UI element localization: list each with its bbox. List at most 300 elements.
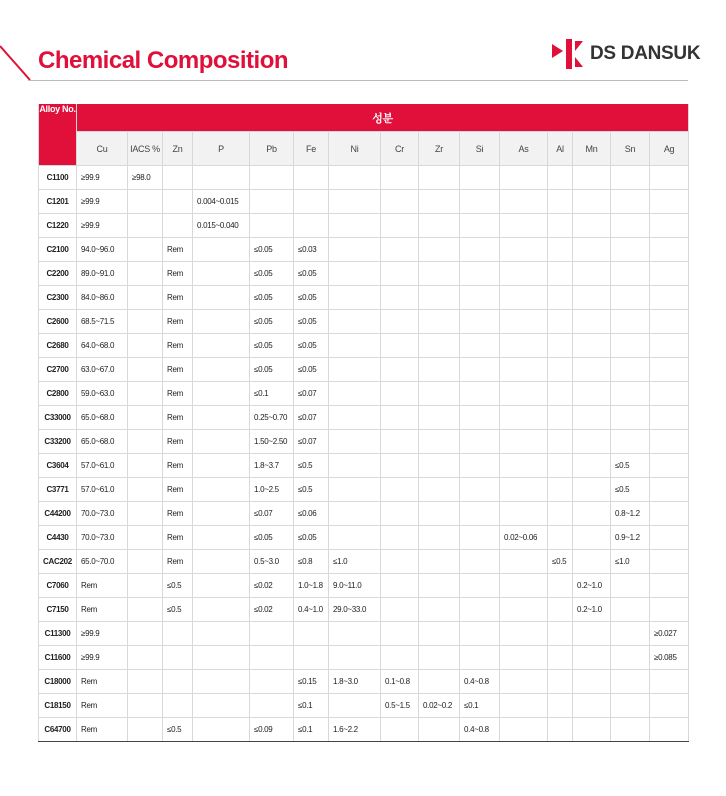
- header-divider: [28, 80, 688, 81]
- value-cell: ≤0.07: [294, 382, 329, 406]
- value-cell: [548, 286, 573, 310]
- value-cell: [294, 646, 329, 670]
- value-cell: [573, 262, 611, 286]
- alloy-cell: C33000: [39, 406, 77, 430]
- value-cell: [128, 238, 163, 262]
- value-cell: [128, 478, 163, 502]
- value-cell: [128, 190, 163, 214]
- value-cell: Rem: [163, 550, 193, 574]
- value-cell: [193, 310, 250, 334]
- table-row: [39, 430, 689, 454]
- value-cell: [573, 358, 611, 382]
- value-cell: ≤0.05: [294, 286, 329, 310]
- value-cell: [650, 406, 689, 430]
- value-cell: [193, 526, 250, 550]
- value-cell: [419, 382, 460, 406]
- value-cell: [381, 166, 419, 190]
- value-cell: [419, 190, 460, 214]
- value-cell: ≤0.1: [250, 382, 294, 406]
- value-cell: 70.0~73.0: [77, 502, 128, 526]
- table-row: [39, 166, 689, 190]
- value-cell: [573, 430, 611, 454]
- alloy-cell: C2200: [39, 262, 77, 286]
- value-cell: [419, 358, 460, 382]
- value-cell: [500, 190, 548, 214]
- value-cell: [128, 598, 163, 622]
- value-cell: Rem: [77, 598, 128, 622]
- value-cell: Rem: [163, 382, 193, 406]
- value-cell: 65.0~68.0: [77, 430, 128, 454]
- value-cell: [250, 166, 294, 190]
- alloy-cell: C3604: [39, 454, 77, 478]
- value-cell: [329, 334, 381, 358]
- value-cell: 94.0~96.0: [77, 238, 128, 262]
- value-cell: 63.0~67.0: [77, 358, 128, 382]
- value-cell: [460, 574, 500, 598]
- value-cell: [128, 406, 163, 430]
- value-cell: 84.0~86.0: [77, 286, 128, 310]
- value-cell: ≤0.02: [250, 598, 294, 622]
- value-cell: [128, 334, 163, 358]
- value-cell: [128, 214, 163, 238]
- value-cell: [548, 310, 573, 334]
- alloy-cell: C1100: [39, 166, 77, 190]
- value-cell: [548, 454, 573, 478]
- value-cell: ≤0.05: [294, 262, 329, 286]
- value-cell: [500, 718, 548, 742]
- value-cell: [548, 718, 573, 742]
- value-cell: [500, 334, 548, 358]
- value-cell: [381, 406, 419, 430]
- value-cell: 0.5~1.5: [381, 694, 419, 718]
- value-cell: [650, 454, 689, 478]
- value-cell: ≤0.1: [460, 694, 500, 718]
- value-cell: 0.5~3.0: [250, 550, 294, 574]
- value-cell: [193, 622, 250, 646]
- table-row: [39, 718, 689, 742]
- value-cell: [611, 646, 650, 670]
- value-cell: [419, 598, 460, 622]
- value-cell: ≤0.06: [294, 502, 329, 526]
- value-cell: 1.8~3.0: [329, 670, 381, 694]
- value-cell: [193, 166, 250, 190]
- value-cell: ≤0.07: [250, 502, 294, 526]
- alloy-cell: C18000: [39, 670, 77, 694]
- alloy-cell: C64700: [39, 718, 77, 742]
- value-cell: ≤0.05: [250, 238, 294, 262]
- value-cell: ≤1.0: [611, 550, 650, 574]
- value-cell: [193, 454, 250, 478]
- value-cell: [548, 622, 573, 646]
- value-cell: Rem: [163, 526, 193, 550]
- value-cell: Rem: [163, 262, 193, 286]
- value-cell: [193, 718, 250, 742]
- value-cell: Rem: [163, 334, 193, 358]
- value-cell: [650, 598, 689, 622]
- value-cell: [419, 646, 460, 670]
- value-cell: ≤0.1: [294, 718, 329, 742]
- column-header: As: [500, 132, 548, 166]
- value-cell: [611, 334, 650, 358]
- value-cell: [611, 358, 650, 382]
- value-cell: 1.6~2.2: [329, 718, 381, 742]
- value-cell: [460, 334, 500, 358]
- value-cell: [460, 550, 500, 574]
- value-cell: [419, 670, 460, 694]
- value-cell: [128, 382, 163, 406]
- value-cell: [650, 502, 689, 526]
- alloy-cell: C11600: [39, 646, 77, 670]
- value-cell: [573, 214, 611, 238]
- brand-logo: [550, 38, 700, 70]
- value-cell: [381, 502, 419, 526]
- value-cell: [128, 526, 163, 550]
- value-cell: [294, 622, 329, 646]
- value-cell: Rem: [163, 310, 193, 334]
- value-cell: [193, 238, 250, 262]
- value-cell: [460, 286, 500, 310]
- value-cell: [163, 670, 193, 694]
- alloy-cell: C2600: [39, 310, 77, 334]
- table-row: [39, 286, 689, 310]
- value-cell: [548, 214, 573, 238]
- value-cell: [419, 262, 460, 286]
- value-cell: ≤0.8: [294, 550, 329, 574]
- value-cell: [419, 214, 460, 238]
- value-cell: [611, 286, 650, 310]
- value-cell: [460, 406, 500, 430]
- value-cell: [500, 694, 548, 718]
- table-row: [39, 310, 689, 334]
- value-cell: [329, 166, 381, 190]
- value-cell: [548, 670, 573, 694]
- value-cell: 29.0~33.0: [329, 598, 381, 622]
- value-cell: [650, 430, 689, 454]
- value-cell: [460, 622, 500, 646]
- table-row: [39, 574, 689, 598]
- value-cell: [500, 166, 548, 190]
- value-cell: [611, 310, 650, 334]
- value-cell: [573, 334, 611, 358]
- value-cell: [193, 550, 250, 574]
- value-cell: [193, 598, 250, 622]
- value-cell: [419, 526, 460, 550]
- value-cell: [611, 670, 650, 694]
- value-cell: [548, 358, 573, 382]
- value-cell: ≤0.03: [294, 238, 329, 262]
- value-cell: [650, 166, 689, 190]
- value-cell: [548, 646, 573, 670]
- alloy-cell: C11300: [39, 622, 77, 646]
- value-cell: [500, 646, 548, 670]
- value-cell: [193, 262, 250, 286]
- value-cell: [548, 262, 573, 286]
- value-cell: [128, 646, 163, 670]
- value-cell: ≤0.5: [611, 478, 650, 502]
- value-cell: ≤0.5: [163, 574, 193, 598]
- value-cell: [419, 718, 460, 742]
- alloy-cell: C33200: [39, 430, 77, 454]
- column-header: Ag: [650, 132, 689, 166]
- alloy-cell: CAC202: [39, 550, 77, 574]
- value-cell: [573, 550, 611, 574]
- column-header: Zn: [163, 132, 193, 166]
- value-cell: [250, 646, 294, 670]
- column-header: Si: [460, 132, 500, 166]
- value-cell: [381, 622, 419, 646]
- value-cell: [163, 190, 193, 214]
- value-cell: [460, 262, 500, 286]
- value-cell: [250, 670, 294, 694]
- alloy-header: Alloy No.: [39, 104, 77, 166]
- value-cell: [419, 310, 460, 334]
- value-cell: ≥99.9: [77, 190, 128, 214]
- value-cell: [193, 382, 250, 406]
- value-cell: [573, 694, 611, 718]
- value-cell: [193, 334, 250, 358]
- value-cell: [500, 622, 548, 646]
- value-cell: [650, 262, 689, 286]
- table-row: [39, 526, 689, 550]
- value-cell: [573, 454, 611, 478]
- table-row: [39, 694, 689, 718]
- value-cell: [573, 238, 611, 262]
- value-cell: [500, 262, 548, 286]
- value-cell: [381, 358, 419, 382]
- value-cell: [460, 190, 500, 214]
- value-cell: [294, 190, 329, 214]
- column-header: Pb: [250, 132, 294, 166]
- brand-name: DS DANSUK: [590, 43, 701, 64]
- value-cell: [128, 694, 163, 718]
- value-cell: [573, 190, 611, 214]
- corner-slash-decoration: [0, 0, 40, 84]
- value-cell: [460, 358, 500, 382]
- value-cell: [329, 502, 381, 526]
- value-cell: [381, 478, 419, 502]
- alloy-cell: C3771: [39, 478, 77, 502]
- value-cell: [548, 334, 573, 358]
- value-cell: [650, 550, 689, 574]
- value-cell: [128, 670, 163, 694]
- value-cell: [611, 406, 650, 430]
- value-cell: [500, 454, 548, 478]
- value-cell: [611, 214, 650, 238]
- value-cell: ≤0.07: [294, 430, 329, 454]
- value-cell: [419, 550, 460, 574]
- value-cell: ≤0.02: [250, 574, 294, 598]
- value-cell: [381, 190, 419, 214]
- value-cell: [548, 598, 573, 622]
- alloy-cell: C1201: [39, 190, 77, 214]
- value-cell: [460, 382, 500, 406]
- alloy-cell: C2300: [39, 286, 77, 310]
- column-header: Cu: [77, 132, 128, 166]
- value-cell: Rem: [163, 454, 193, 478]
- table-row: [39, 478, 689, 502]
- value-cell: [500, 214, 548, 238]
- table-row: [39, 670, 689, 694]
- value-cell: [611, 382, 650, 406]
- value-cell: [163, 622, 193, 646]
- value-cell: ≤0.05: [250, 334, 294, 358]
- value-cell: [650, 718, 689, 742]
- ds-dansuk-logo-icon: [550, 38, 584, 70]
- table-row: [39, 334, 689, 358]
- value-cell: [419, 334, 460, 358]
- alloy-cell: C4430: [39, 526, 77, 550]
- value-cell: [611, 694, 650, 718]
- value-cell: ≤0.5: [163, 598, 193, 622]
- value-cell: ≤0.5: [163, 718, 193, 742]
- value-cell: [573, 670, 611, 694]
- value-cell: 0.1~0.8: [381, 670, 419, 694]
- value-cell: [128, 262, 163, 286]
- value-cell: [500, 238, 548, 262]
- value-cell: [193, 502, 250, 526]
- alloy-cell: C7150: [39, 598, 77, 622]
- value-cell: 70.0~73.0: [77, 526, 128, 550]
- column-header: Al: [548, 132, 573, 166]
- value-cell: 0.4~0.8: [460, 670, 500, 694]
- value-cell: [460, 478, 500, 502]
- value-cell: [573, 622, 611, 646]
- value-cell: [329, 406, 381, 430]
- value-cell: ≥99.9: [77, 214, 128, 238]
- table-row: [39, 262, 689, 286]
- value-cell: [460, 646, 500, 670]
- value-cell: [650, 214, 689, 238]
- value-cell: [500, 310, 548, 334]
- value-cell: 0.2~1.0: [573, 598, 611, 622]
- value-cell: 57.0~61.0: [77, 478, 128, 502]
- alloy-cell: C2680: [39, 334, 77, 358]
- value-cell: [381, 718, 419, 742]
- value-cell: 0.4~1.0: [294, 598, 329, 622]
- value-cell: [460, 310, 500, 334]
- column-header: P: [193, 132, 250, 166]
- value-cell: ≥98.0: [128, 166, 163, 190]
- value-cell: 1.8~3.7: [250, 454, 294, 478]
- alloy-cell: C2700: [39, 358, 77, 382]
- value-cell: [294, 166, 329, 190]
- alloy-cell: C2100: [39, 238, 77, 262]
- value-cell: [500, 382, 548, 406]
- value-cell: [381, 382, 419, 406]
- alloy-cell: C18150: [39, 694, 77, 718]
- value-cell: ≥99.9: [77, 646, 128, 670]
- value-cell: ≤0.05: [294, 358, 329, 382]
- value-cell: [573, 406, 611, 430]
- table-row: [39, 622, 689, 646]
- value-cell: [419, 406, 460, 430]
- value-cell: Rem: [77, 670, 128, 694]
- value-cell: 68.5~71.5: [77, 310, 128, 334]
- value-cell: 0.004~0.015: [193, 190, 250, 214]
- value-cell: [329, 526, 381, 550]
- value-cell: [548, 238, 573, 262]
- value-cell: [250, 190, 294, 214]
- value-cell: [650, 694, 689, 718]
- value-cell: [548, 478, 573, 502]
- value-cell: [128, 358, 163, 382]
- value-cell: [500, 478, 548, 502]
- value-cell: [381, 238, 419, 262]
- value-cell: [500, 598, 548, 622]
- value-cell: [650, 670, 689, 694]
- value-cell: [548, 382, 573, 406]
- column-header: Sn: [611, 132, 650, 166]
- value-cell: [650, 238, 689, 262]
- value-cell: [419, 478, 460, 502]
- value-cell: [381, 574, 419, 598]
- value-cell: [500, 286, 548, 310]
- value-cell: [329, 214, 381, 238]
- alloy-cell: C2800: [39, 382, 77, 406]
- value-cell: [650, 358, 689, 382]
- value-cell: [500, 406, 548, 430]
- value-cell: 65.0~70.0: [77, 550, 128, 574]
- value-cell: ≤0.05: [250, 262, 294, 286]
- value-cell: [611, 190, 650, 214]
- value-cell: Rem: [163, 238, 193, 262]
- alloy-cell: C7060: [39, 574, 77, 598]
- value-cell: 0.02~0.2: [419, 694, 460, 718]
- value-cell: [381, 550, 419, 574]
- value-cell: [460, 502, 500, 526]
- value-cell: [329, 382, 381, 406]
- column-header: Zr: [419, 132, 460, 166]
- value-cell: [460, 238, 500, 262]
- value-cell: ≤0.05: [294, 526, 329, 550]
- value-cell: ≥99.9: [77, 622, 128, 646]
- value-cell: ≤0.15: [294, 670, 329, 694]
- table-row: [39, 382, 689, 406]
- value-cell: [548, 430, 573, 454]
- value-cell: [460, 526, 500, 550]
- column-header: IACS %: [128, 132, 163, 166]
- value-cell: [500, 574, 548, 598]
- value-cell: [329, 238, 381, 262]
- value-cell: [381, 310, 419, 334]
- value-cell: [250, 214, 294, 238]
- value-cell: [128, 622, 163, 646]
- value-cell: Rem: [77, 694, 128, 718]
- value-cell: [193, 574, 250, 598]
- value-cell: Rem: [163, 286, 193, 310]
- value-cell: ≤0.05: [294, 310, 329, 334]
- value-cell: [193, 670, 250, 694]
- value-cell: 65.0~68.0: [77, 406, 128, 430]
- value-cell: [611, 718, 650, 742]
- value-cell: 0.015~0.040: [193, 214, 250, 238]
- value-cell: [128, 430, 163, 454]
- composition-group-header: 성분: [77, 104, 689, 132]
- value-cell: 9.0~11.0: [329, 574, 381, 598]
- value-cell: [419, 454, 460, 478]
- value-cell: [419, 238, 460, 262]
- value-cell: 0.9~1.2: [611, 526, 650, 550]
- table-row: [39, 214, 689, 238]
- value-cell: [193, 694, 250, 718]
- value-cell: ≥0.027: [650, 622, 689, 646]
- value-cell: [329, 478, 381, 502]
- alloy-cell: C44200: [39, 502, 77, 526]
- value-cell: Rem: [163, 478, 193, 502]
- value-cell: Rem: [163, 406, 193, 430]
- value-cell: [419, 574, 460, 598]
- value-cell: 0.2~1.0: [573, 574, 611, 598]
